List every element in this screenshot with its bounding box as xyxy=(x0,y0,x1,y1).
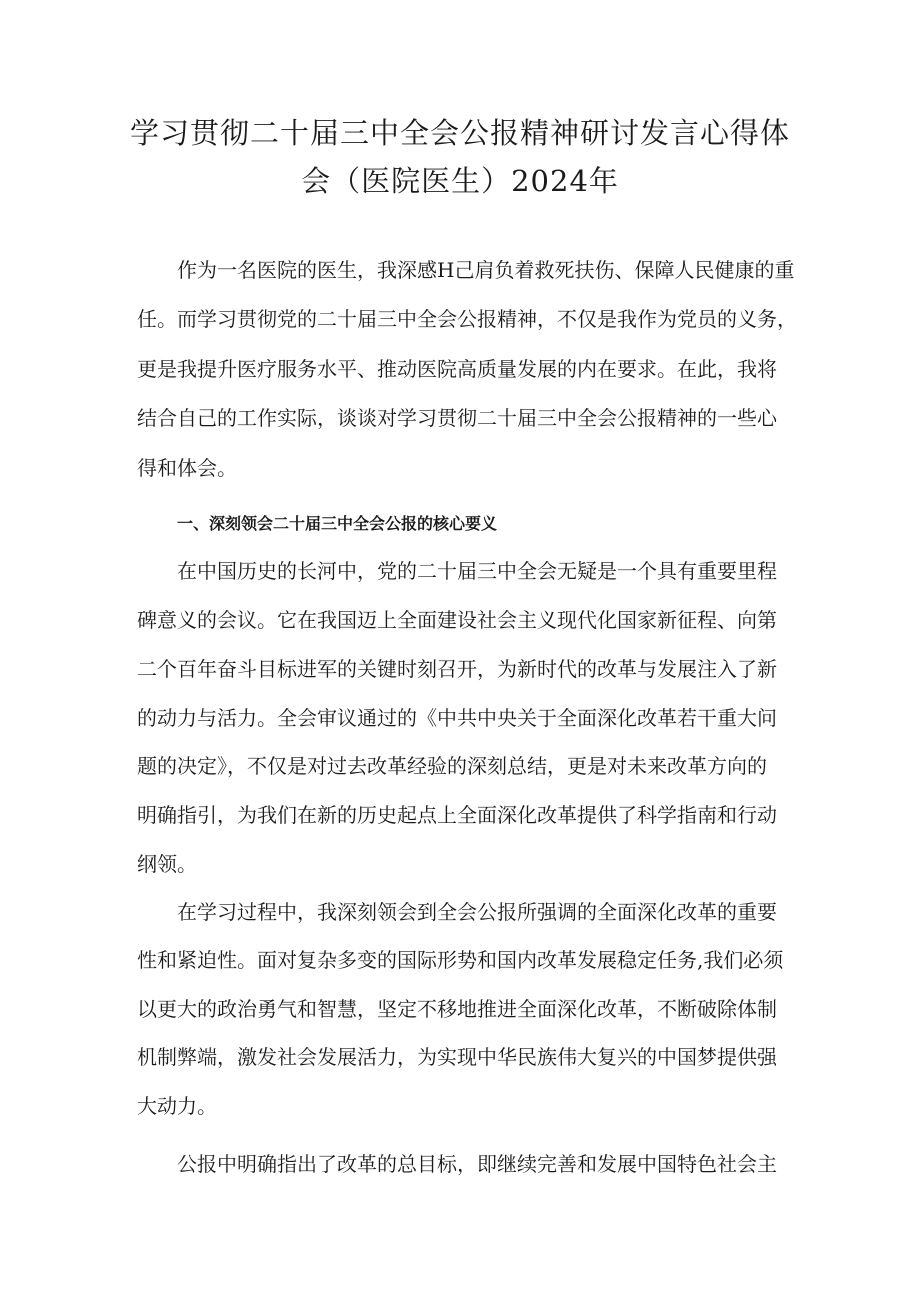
paragraph-line: 在中国历史的长河中，党的二十届三中全会无疑是一个具有重要里程 xyxy=(177,559,777,583)
intro-line: 作为一名医院的医生，我深感H己肩负着救死扶伤、保障人民健康的重 xyxy=(177,258,795,282)
paragraph-line: 明确指引，为我们在新的历史起点上全面深化改革提供了科学指南和行动 xyxy=(137,803,777,827)
paragraph-line: 的动力与活力。全会审议通过的《中共中央关于全面深化改革若干重大问 xyxy=(137,706,777,730)
intro-line: 结合自己的工作实际，谈谈对学习贯彻二十届三中全会公报精神的一些心 xyxy=(137,406,777,430)
paragraph-line: 大动力。 xyxy=(137,1094,217,1118)
paragraph-line: 碑意义的会议。它在我国迈上全面建设社会主义现代化国家新征程、向第 xyxy=(137,608,777,632)
paragraph-line: 公报中明确指出了改革的总目标，即继续完善和发展中国特色社会主 xyxy=(177,1152,777,1176)
paragraph-line: 题的决定》，不仅是对过去改革经验的深刻总结，更是对未来改革方向的 xyxy=(137,754,767,778)
paragraph-line: 在学习过程中，我深刻领会到全会公报所强调的全面深化改革的重要 xyxy=(177,900,777,924)
paragraph-line: 以更大的政治勇气和智慧，坚定不移地推进全面深化改革，不断破除体制 xyxy=(137,997,777,1021)
paragraph-line: 机制弊端，激发社会发展活力，为实现中华民族伟大复兴的中国梦提供强 xyxy=(137,1045,777,1069)
paragraph-line: 二个百年奋斗目标进军的关键时刻召开，为新时代的改革与发展注入了新 xyxy=(137,657,777,681)
intro-line: 得和体会。 xyxy=(137,456,237,480)
document-title-line-1: 学习贯彻二十届三中全会公报精神研讨发言心得体 xyxy=(129,116,790,150)
intro-line: 更是我提升医疗服务水平、推动医院高质量发展的内在要求。在此，我将 xyxy=(137,357,777,381)
paragraph-line: 性和紧迫性。面对复杂多变的国际形势和国内改革发展稳定任务,我们必须 xyxy=(137,948,784,972)
paragraph-line: 纲领。 xyxy=(137,852,197,876)
intro-line: 任。而学习贯彻党的二十届三中全会公报精神，不仅是我作为党员的义务， xyxy=(137,307,797,331)
section-heading: 一、深刻领会二十届三中全会公报的核心要义 xyxy=(177,514,498,533)
document-title-line-2: 会（医院医生）2024年 xyxy=(301,164,619,198)
